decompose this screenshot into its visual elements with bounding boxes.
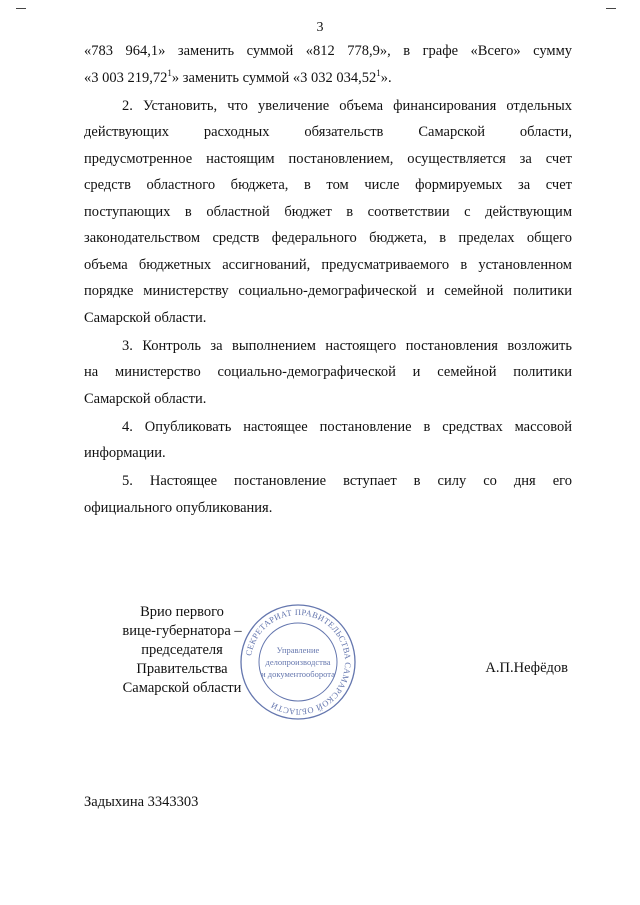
paragraph-1-line-2-part-2: » заменить суммой «3 032 034,52 bbox=[171, 69, 377, 86]
stamp-ring-text: СЕКРЕТАРИАТ ПРАВИТЕЛЬСТВА САМАРСКОЙ ОБЛАСТИ bbox=[243, 606, 354, 718]
stamp-inner-line-3: и документооборота bbox=[261, 669, 335, 679]
paragraph-5 bbox=[84, 468, 572, 521]
paragraph-2-line: средств областного бюджета, в том числе формируемых за счет bbox=[84, 177, 572, 193]
paragraph-2-last-line: Самарской области. bbox=[84, 309, 207, 326]
paragraph-1-line-2 bbox=[84, 65, 572, 92]
paragraph-4 bbox=[84, 414, 572, 467]
paragraph-4-line: 4. Опубликовать настоящее постановление в средствах массовой bbox=[122, 418, 572, 435]
paragraph-1 bbox=[84, 38, 572, 91]
paragraph-2-line: законодательством средств федерального бюджета, в пределах общего bbox=[84, 230, 572, 246]
paragraph-2 bbox=[84, 93, 572, 332]
paragraph-3-line: 3. Контроль за выполнением настоящего постановления возложить bbox=[122, 337, 572, 354]
signatory-title-line-2: вице-губернатора – bbox=[122, 623, 242, 639]
paragraph-2-line: 2. Установить, что увеличение объема финансирования отдельных bbox=[122, 97, 572, 114]
executor-note: Задыхина 3343303 bbox=[84, 794, 199, 810]
paragraph-1-line-1: «783 964,1» заменить суммой «812 778,9», в графе «Всего» сумму bbox=[84, 43, 572, 59]
paragraph-2-line: порядке министерству социально-демографической и семейной политики bbox=[84, 283, 572, 299]
footnote-marker: 1 bbox=[167, 67, 172, 78]
paragraph-3-line: на министерство социально-демографической и семейной политики bbox=[84, 364, 572, 380]
paragraph-2-line: поступающих в областной бюджет в соответствии с действующим bbox=[84, 203, 572, 220]
signatory-title-line-1: Врио первого bbox=[140, 604, 224, 620]
scan-corner-mark-left bbox=[16, 8, 26, 9]
scan-corner-mark-right bbox=[606, 8, 616, 9]
paragraph-2-line: действующих расходных обязательств Самарской области, bbox=[84, 124, 572, 140]
signer-name: А.П.Нефёдов bbox=[485, 660, 568, 676]
paragraph-2-line: объема бюджетных ассигнований, предусматриваемого в установленном bbox=[84, 256, 572, 273]
page-number: 3 bbox=[316, 20, 324, 35]
paragraph-3 bbox=[84, 333, 572, 413]
paragraph-1-line-2-part-1: «3 003 219,72 bbox=[84, 69, 168, 86]
signatory-title-line-4: Самарской области bbox=[122, 680, 242, 696]
stamp-inner-line-1: Управление bbox=[276, 645, 320, 655]
paragraph-3-last-line: Самарской области. bbox=[84, 390, 207, 407]
stamp-inner-line-2: делопроизводства bbox=[265, 657, 331, 667]
footnote-marker: 1 bbox=[376, 67, 381, 78]
paragraph-2-line: предусмотренное настоящим постановлением, осуществляется за счет bbox=[84, 150, 572, 167]
signatory-title bbox=[102, 603, 262, 698]
signatory-title-line-3: председателя Правительства bbox=[136, 642, 228, 677]
document-body bbox=[84, 38, 572, 521]
paragraph-5-line: 5. Настоящее постановление вступает в силу со дня его bbox=[122, 473, 572, 489]
paragraph-5-last-line: официального опубликования. bbox=[84, 499, 273, 516]
paragraph-4-last-line: информации. bbox=[84, 445, 166, 461]
paragraph-1-line-2-part-3: ». bbox=[380, 69, 392, 86]
